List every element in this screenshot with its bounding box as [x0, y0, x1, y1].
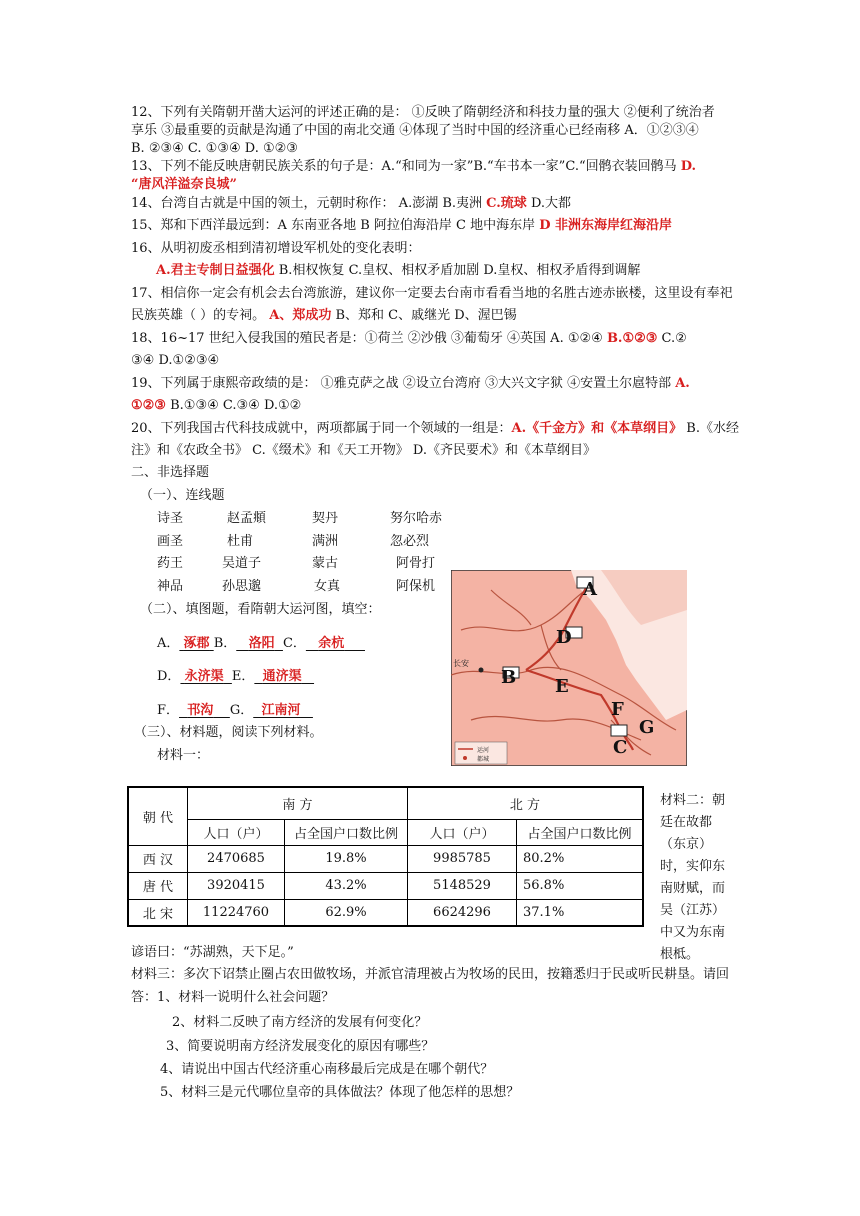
- q17-line2: [131, 307, 517, 325]
- map-label-e: E: [555, 676, 569, 697]
- table-row: [128, 845, 643, 872]
- fill-f-label: F．: [157, 703, 180, 718]
- q13-answer-text: “唐风洋溢奈良城”: [131, 177, 237, 192]
- fill-g-label: G．: [229, 703, 254, 718]
- q18-text: 18、16~17 世纪入侵我国的殖民者是：①荷兰 ②沙俄 ③葡萄牙 ④英国 A. ①②④: [131, 331, 607, 346]
- map-label-b: B: [501, 667, 517, 688]
- fill-a-label: A．: [157, 636, 180, 651]
- fill-b-value: 洛阳: [248, 636, 275, 651]
- q19-rest: B.①③④ C.③④ D.①②: [165, 398, 302, 413]
- q14-text: 14、台湾自古就是中国的领土，元朝时称作： A.澎湖 B.夷洲: [131, 196, 487, 211]
- match-r1-c2: 满洲: [312, 534, 339, 549]
- match-r3-c0: 神品: [157, 579, 184, 594]
- map-legend-canal: 运河: [477, 747, 490, 754]
- row-north-ratio: 80.2%: [517, 845, 644, 872]
- row-north-pop: 5148529: [408, 872, 517, 899]
- fill-row-3: [157, 702, 313, 720]
- row-north-pop: 9985785: [408, 845, 517, 872]
- match-r0-c0: 诗圣: [157, 511, 184, 526]
- fill-g-value: 江南河: [261, 703, 301, 718]
- match-r1-c0: 画圣: [157, 534, 184, 549]
- map-label-a: A: [583, 579, 597, 600]
- part3-title: （三）、材料题，阅读下列材料。: [134, 725, 323, 740]
- th-south-ratio: 占全国户口数比例: [285, 819, 408, 845]
- fill-a-value: 涿郡: [183, 636, 210, 651]
- q17-rest: B、郑和 C、戚继光 D、渥巴锡: [331, 308, 517, 323]
- match-r0-c2: 契丹: [312, 511, 339, 526]
- fill-c-blank: [306, 636, 365, 651]
- fill-g-blank: [253, 703, 313, 718]
- row-south-pop: 2470685: [188, 845, 285, 872]
- part1-title: （一）、连线题: [140, 488, 225, 503]
- match-r3-c1: 孙思邈: [222, 579, 262, 594]
- row-south-pop: 3920415: [188, 872, 285, 899]
- th-south: 南 方: [188, 787, 408, 819]
- fill-e-value: 通济渠: [262, 669, 302, 684]
- row-dynasty: 北 宋: [128, 899, 188, 926]
- fill-d-value: 永济渠: [184, 669, 224, 684]
- fill-b-blank: [236, 636, 283, 651]
- q18-answer: B.①②③: [606, 331, 658, 346]
- match-r0-c1: 赵孟頫: [227, 511, 267, 526]
- match-r1-c3: 忽必烈: [390, 534, 430, 549]
- map-label-f: F: [611, 699, 624, 720]
- q14: [131, 195, 571, 213]
- q16-rest: B.相权恢复 C.皇权、相权矛盾加剧 D.皇权、相权矛盾得到调解: [274, 263, 641, 278]
- question-3: 3、简要说明南方经济发展变化的原因有哪些？: [166, 1039, 435, 1054]
- match-r3-c2: 女真: [314, 579, 341, 594]
- row-south-ratio: 62.9%: [285, 899, 408, 926]
- row-north-ratio: 37.1%: [517, 899, 644, 926]
- fill-row-1: [157, 635, 365, 653]
- fill-e-blank: [254, 669, 314, 684]
- th-north: 北 方: [408, 787, 644, 819]
- q19-answer-text: ①②③: [131, 398, 166, 413]
- fill-d-blank: [180, 669, 231, 684]
- population-table: [127, 786, 644, 927]
- fill-b-label: B．: [213, 636, 237, 651]
- match-r3-c3: 阿保机: [396, 579, 436, 594]
- grand-canal-map: [451, 570, 687, 766]
- q18-line1: [131, 330, 687, 348]
- match-r1-c1: 杜甫: [227, 534, 254, 549]
- th-north-pop: 人口（户）: [408, 819, 517, 845]
- q18-rest: C.②: [657, 331, 687, 346]
- match-r2-c2: 蒙古: [312, 556, 339, 571]
- fill-row-2: [157, 668, 314, 686]
- th-south-pop: 人口（户）: [188, 819, 285, 845]
- th-north-ratio: 占全国户口数比例: [517, 819, 644, 845]
- q16-answer: A.君主专制日益强化: [156, 263, 275, 278]
- q15: [131, 217, 672, 235]
- map-city-dot: [479, 668, 484, 673]
- row-north-ratio: 56.8%: [517, 872, 644, 899]
- row-dynasty: 唐 代: [128, 872, 188, 899]
- match-r0-c3: 努尔哈赤: [390, 511, 443, 526]
- match-r2-c3: 阿骨打: [396, 556, 436, 571]
- material3-line2: 答：1、材料一说明什么社会问题？: [131, 990, 335, 1005]
- row-dynasty: 西 汉: [128, 845, 188, 872]
- match-r2-c0: 药王: [157, 556, 184, 571]
- q12-line3: B. ②③④ C. ①③④ D. ①②③: [131, 141, 298, 156]
- map-label-d: D: [556, 627, 572, 648]
- fill-d-label: D．: [157, 669, 181, 684]
- q17-text: 民族英雄（ ）的专祠。: [131, 308, 270, 323]
- q20-text: 20、下列我国古代科技成就中，两项都属于同一个领域的一组是：: [131, 421, 512, 436]
- q16-line1: 16、从明初废丞相到清初增设军机处的变化表明：: [131, 241, 421, 256]
- map-label-g: G: [639, 717, 655, 738]
- q19-text: 19、下列属于康熙帝政绩的是： ①雅克萨之战 ②设立台湾府 ③大兴文字狱 ④安置土尔扈特部: [131, 376, 676, 391]
- fill-f-blank: [179, 703, 230, 718]
- map-label-c: C: [613, 737, 628, 758]
- q14-answer: C.琉球: [486, 196, 527, 211]
- q15-answer: D 非洲东海岸红海沿岸: [539, 218, 673, 233]
- row-south-ratio: 43.2%: [285, 872, 408, 899]
- material1-label: 材料一：: [157, 748, 210, 763]
- match-r2-c1: 吴道子: [222, 556, 262, 571]
- map-legend-capital: 都城: [477, 756, 490, 763]
- material3-line1: 材料三：多次下诏禁止圈占农田做牧场，并派官清理被占为牧场的民田，按籍悉归于民或听民耕垦。请回: [131, 967, 730, 982]
- q19-line2: [131, 397, 301, 415]
- q14-rest: D.大都: [526, 196, 572, 211]
- row-south-pop: 11224760: [188, 899, 285, 926]
- q16-line2: [156, 262, 640, 280]
- q20-rest: B.《水经: [682, 421, 739, 436]
- fill-c-label: C．: [282, 636, 306, 651]
- material2: 材料二：朝廷在故都（东京）时，实仰东南财赋，而吴（江苏）中又为东南根柢。: [660, 793, 726, 962]
- row-north-pop: 6624296: [408, 899, 517, 926]
- q18-line2: ③④ D.①②③④: [131, 353, 220, 368]
- q13-line1: [131, 158, 696, 176]
- q20-line1: [131, 420, 739, 438]
- map-city-changan: 长安: [453, 659, 469, 668]
- q12-line1: 12、下列有关隋朝开凿大运河的评述正确的是： ①反映了隋朝经济和科技力量的强大 ②便利了统治者: [131, 105, 715, 120]
- proverb: 谚语曰：“苏湖熟，天下足。”: [131, 945, 294, 960]
- q19-answer-letter: A.: [675, 376, 690, 391]
- q13-answer-letter: D.: [680, 159, 697, 174]
- fill-f-value: 邗沟: [187, 703, 214, 718]
- q19-line1: [131, 375, 690, 393]
- q17-answer: A、郑成功: [269, 308, 332, 323]
- q12-line2: 享乐 ③最重要的贡献是沟通了中国的南北交通 ④体现了当时中国的经济重心已经南移 A．①②③④: [131, 123, 699, 138]
- fill-c-value: 余杭: [318, 636, 345, 651]
- q20-answer: A.《千金方》和《本草纲目》: [511, 421, 683, 436]
- row-south-ratio: 19.8%: [285, 845, 408, 872]
- q15-text: 15、郑和下西洋最远到：A 东南亚各地 B 阿拉伯海沿岸 C 地中海东岸: [131, 218, 540, 233]
- map-box-c: [611, 725, 627, 736]
- q13-text: 13、下列不能反映唐朝民族关系的句子是：A.“和同为一家”B.“车书本一家”C.“回鹘衣装回鹘马: [131, 159, 681, 174]
- fill-e-label: E．: [231, 669, 255, 684]
- map-legend-capital-dot: [463, 756, 467, 760]
- question-5: 5、材料三是元代哪位皇帝的具体做法？体现了他怎样的思想？: [160, 1085, 520, 1100]
- q13-line2: [131, 176, 237, 194]
- part2-title: （二）、填图题，看隋朝大运河图，填空：: [140, 602, 381, 617]
- question-4: 4、请说出中国古代经济重心南移最后完成是在哪个朝代？: [160, 1062, 494, 1077]
- table-row: [128, 872, 643, 899]
- question-2: 2、材料二反映了南方经济的发展有何变化？: [172, 1015, 428, 1030]
- th-dynasty: 朝 代: [128, 787, 188, 845]
- section-title: 二、非选择题: [131, 465, 210, 480]
- table-row: [128, 899, 643, 926]
- q20-line2: 注》和《农政全书》 C.《缀术》和《天工开物》 D.《齐民要术》和《本草纲目》: [131, 443, 596, 458]
- fill-a-blank: [179, 636, 213, 651]
- q17-line1: 17、相信你一定会有机会去台湾旅游，建议你一定要去台南市看看当地的名胜古迹赤嵌楼，这里设有奉祀: [131, 286, 733, 301]
